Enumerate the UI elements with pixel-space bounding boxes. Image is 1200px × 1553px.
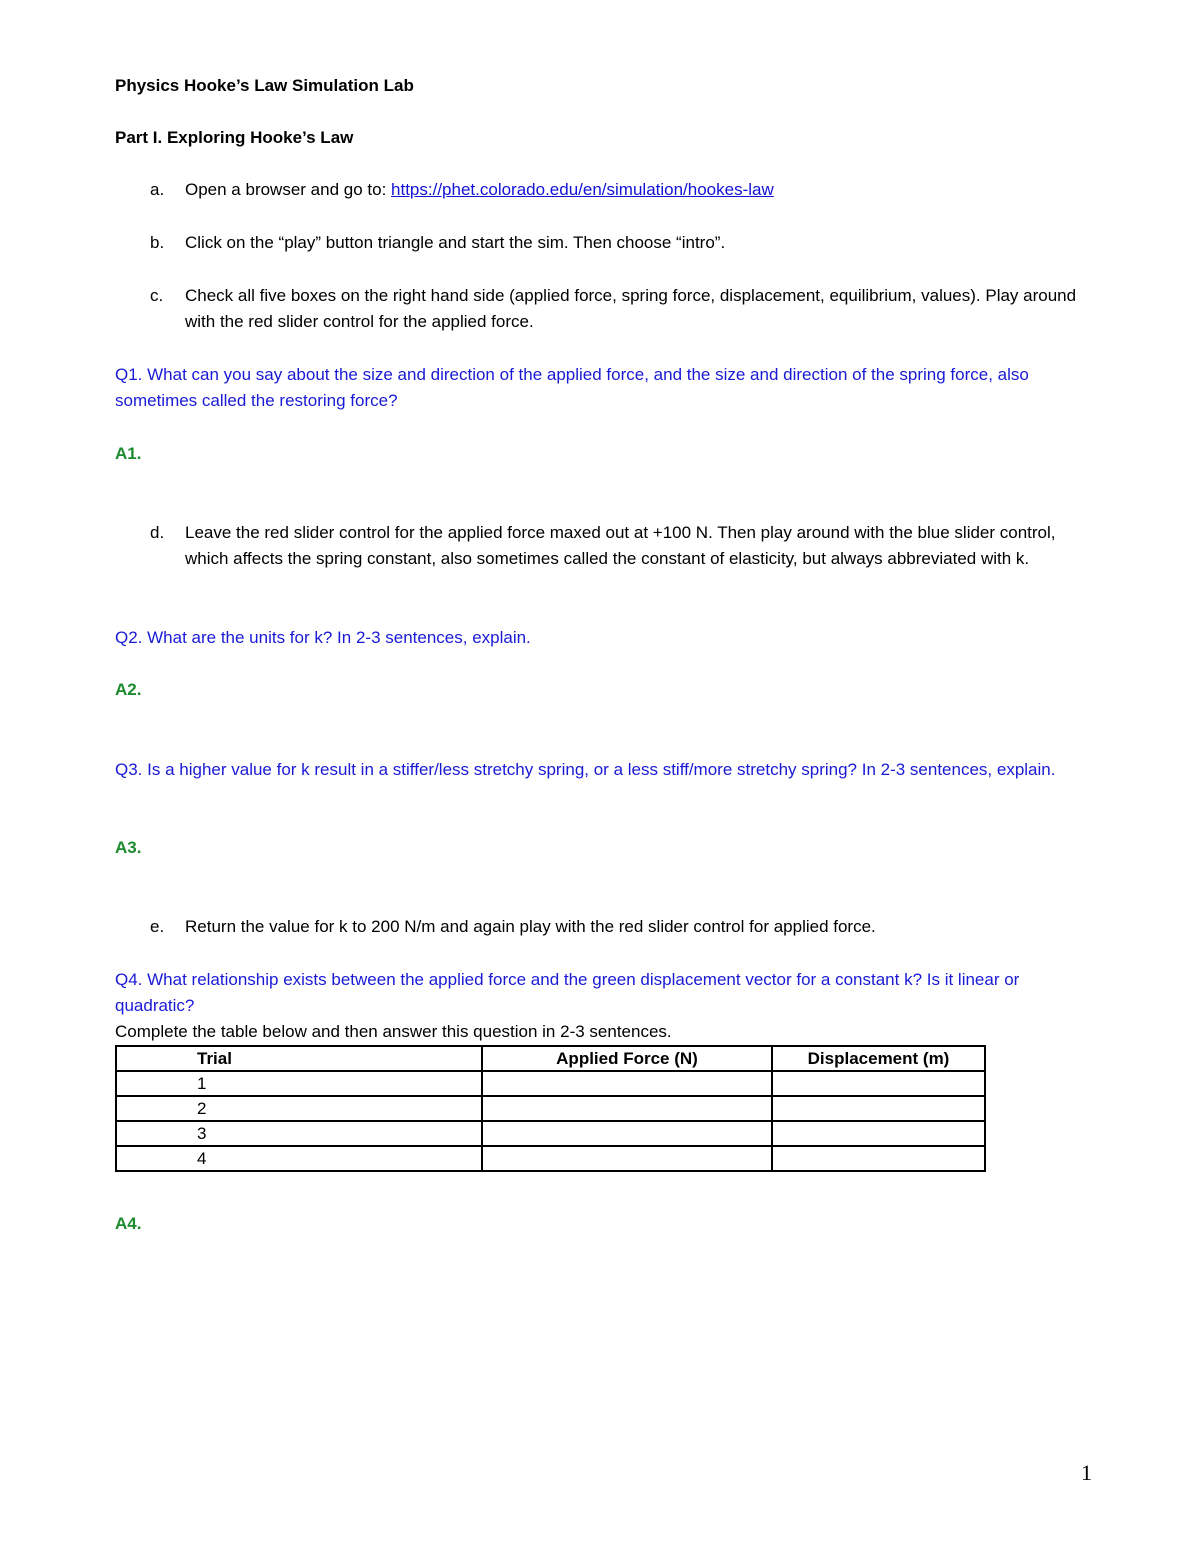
data-table [115,1045,986,1172]
question-label: Q2. [115,628,143,647]
question-3 [115,757,1095,783]
step-text: Check all five boxes on the right hand side (applied force, spring force, displacement, equilibrium, values). Play around with the red slider control for the applied force. [185,286,1077,331]
trial-cell: 2 [116,1096,482,1121]
applied-force-cell[interactable] [482,1071,772,1096]
displacement-cell[interactable] [772,1096,985,1121]
step-marker: e. [150,917,165,936]
simulation-link[interactable]: https://phet.colorado.edu/en/simulation/hookes-law [391,180,774,199]
part-heading: Part I. Exploring Hooke’s Law [115,128,354,147]
column-header-trial: Trial [116,1046,482,1071]
question-1 [115,362,1095,414]
table-header-row [116,1046,985,1071]
step-marker: a. [150,180,165,199]
trial-cell: 4 [116,1146,482,1171]
displacement-cell[interactable] [772,1071,985,1096]
applied-force-cell[interactable] [482,1121,772,1146]
step-text: Leave the red slider control for the applied force maxed out at +100 N. Then play around with the blue slider control, which affects the spring constant, also sometimes called the constant of elasticity, but always abbreviated with k. [185,523,1056,568]
step-e [150,914,1100,940]
applied-force-cell[interactable] [482,1096,772,1121]
trial-cell: 1 [116,1071,482,1096]
step-text: Open a browser and go to: [185,180,392,199]
column-header-applied-force: Applied Force (N) [482,1046,772,1071]
document-title: Physics Hooke’s Law Simulation Lab [115,76,414,95]
step-text: Return the value for k to 200 N/m and again play with the red slider control for applied force. [185,917,876,936]
step-d [150,520,1100,572]
question-label: Q3. [115,760,143,779]
displacement-cell[interactable] [772,1146,985,1171]
table-row [116,1146,985,1171]
answer-3-label: A3. [115,838,142,857]
step-text: Click on the “play” button triangle and start the sim. Then choose “intro”. [185,233,726,252]
table-row [116,1071,985,1096]
page-number: 1 [1081,1460,1092,1485]
question-4 [115,967,1095,1019]
table-row [116,1121,985,1146]
table-instruction: Complete the table below and then answer this question in 2-3 sentences. [115,1022,672,1041]
trial-cell: 3 [116,1121,482,1146]
question-text: What relationship exists between the applied force and the green displacement vector for a constant k? Is it linear or quadratic? [115,970,1020,1015]
step-marker: d. [150,523,165,542]
answer-2-label: A2. [115,680,142,699]
step-marker: b. [150,233,165,252]
step-c [150,283,1100,335]
applied-force-cell[interactable] [482,1146,772,1171]
step-b [150,230,1100,256]
question-text: Is a higher value for k result in a stiffer/less stretchy spring, or a less stiff/more stretchy spring? In 2-3 sentences, explain. [142,760,1056,779]
question-label: Q4. [115,970,143,989]
answer-4-label: A4. [115,1214,142,1233]
question-text: What can you say about the size and direction of the applied force, and the size and direction of the spring force, also sometimes called the restoring force? [115,365,1029,410]
answer-1-label: A1. [115,444,142,463]
step-marker: c. [150,286,164,305]
table-row [116,1096,985,1121]
question-label: Q1. [115,365,143,384]
column-header-displacement: Displacement (m) [772,1046,985,1071]
question-2 [115,625,1095,651]
question-text: What are the units for k? In 2-3 sentences, explain. [142,628,531,647]
displacement-cell[interactable] [772,1121,985,1146]
step-a [150,177,1100,203]
